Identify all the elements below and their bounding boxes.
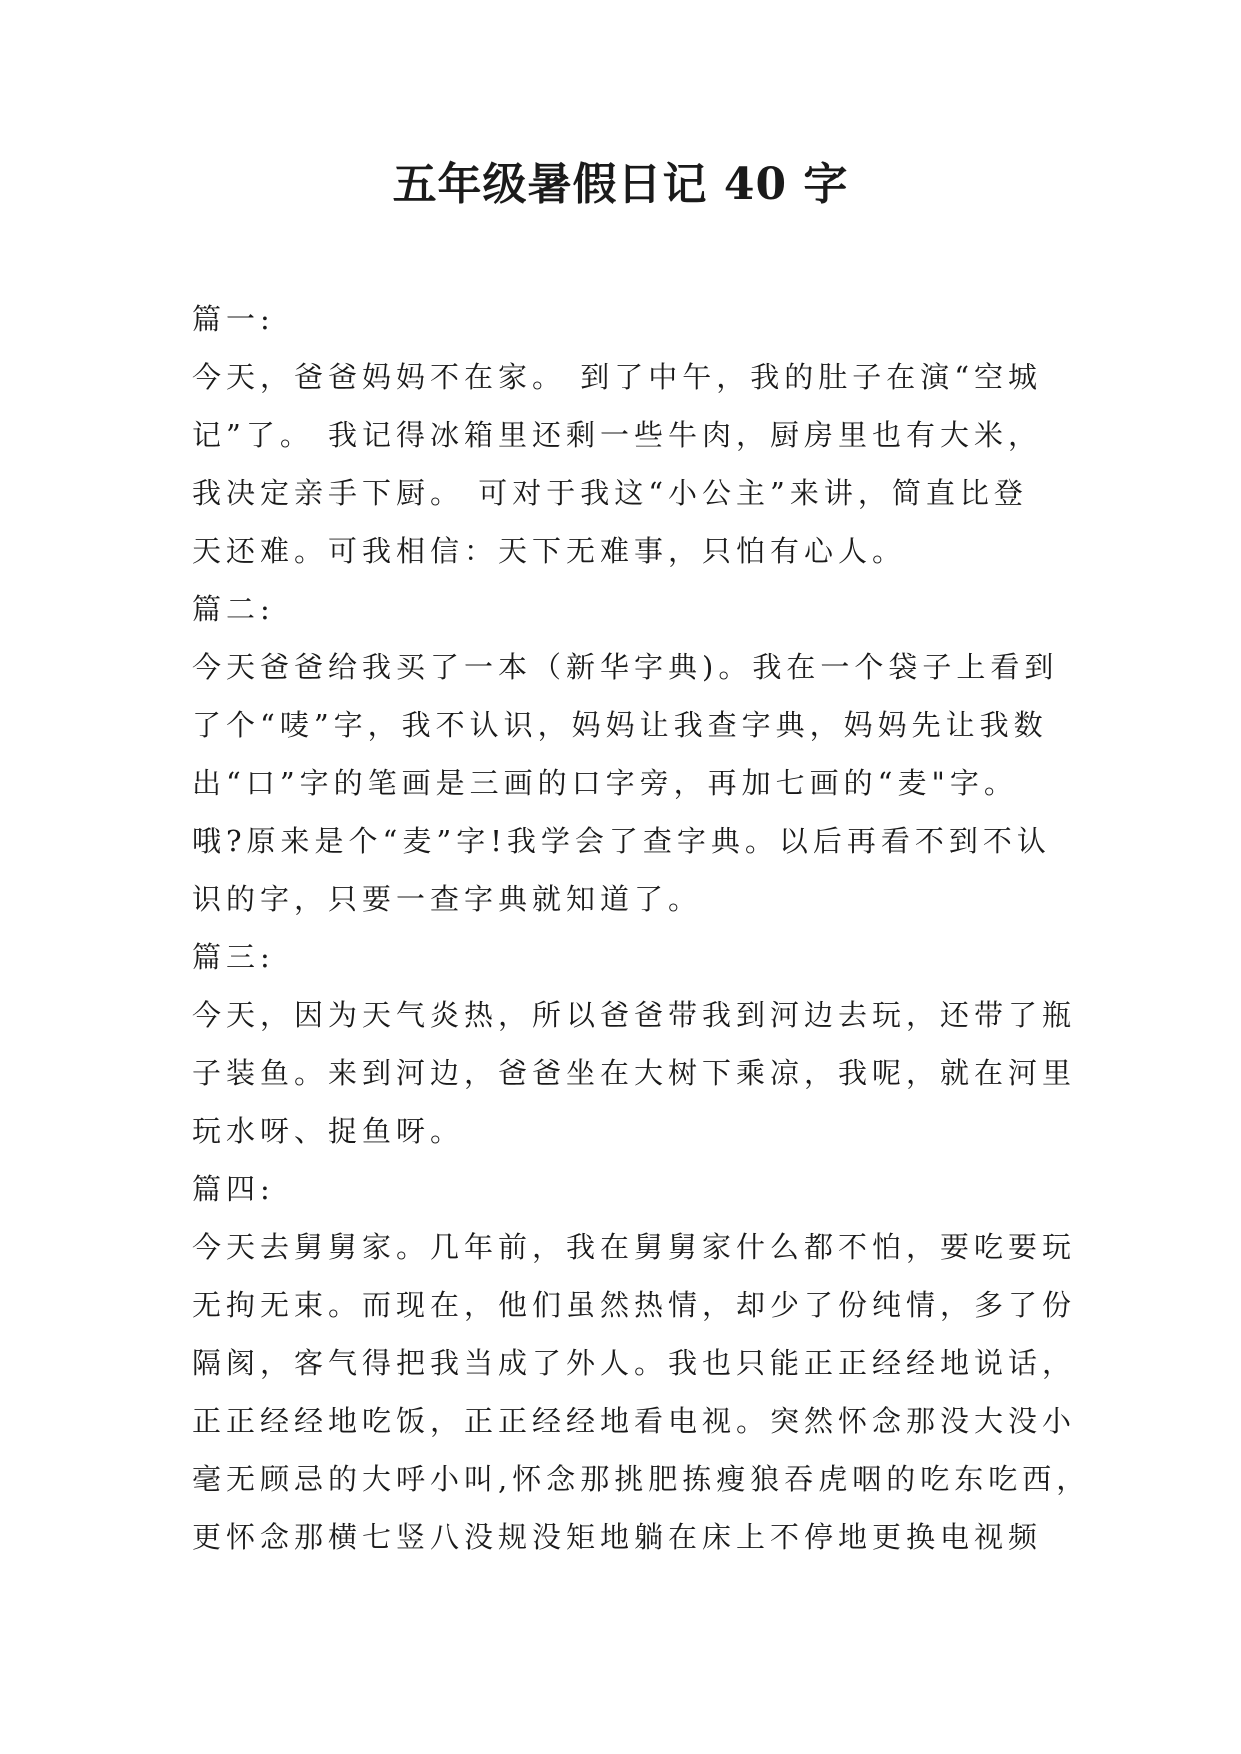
text-line: 隔阂，客气得把我当成了外人。我也只能正正经经地说话，	[192, 1346, 1077, 1380]
text-line: 了个“唛”字，我不认识，妈妈让我查字典，妈妈先让我数	[192, 708, 1048, 742]
document-body	[192, 290, 1091, 1566]
text-line: 记”了。 我记得冰箱里还剩一些牛肉，厨房里也有大米，	[192, 418, 1043, 452]
section-heading-3: 篇三:	[192, 940, 275, 974]
text-line: 出“口”字的笔画是三画的口字旁，再加七画的“麦"字。	[192, 766, 1018, 800]
text-line: 识的字，只要一查字典就知道了。	[192, 882, 703, 916]
text-line: 哦?原来是个“麦”字!我学会了查字典。以后再看不到不认	[192, 824, 1051, 858]
text-line: 今天，爸爸妈妈不在家。 到了中午，我的肚子在演“空城	[192, 360, 1043, 394]
text-line: 子装鱼。来到河边，爸爸坐在大树下乘凉，我呢，就在河里	[192, 1056, 1077, 1090]
document-title: 五年级暑假日记 40 字	[392, 159, 849, 210]
text-line: 正正经经地吃饭，正正经经地看电视。突然怀念那没大没小	[192, 1404, 1077, 1438]
section-heading-4: 篇四:	[192, 1172, 275, 1206]
text-line: 天还难。可我相信：天下无难事，只怕有心人。	[192, 534, 907, 568]
text-line: 无拘无束。而现在，他们虽然热情，却少了份纯情，多了份	[192, 1288, 1077, 1322]
text-line: 今天爸爸给我买了一本（新华字典)。我在一个袋子上看到	[192, 650, 1059, 684]
text-line: 更怀念那横七竖八没规没矩地躺在床上不停地更换电视频	[192, 1520, 1043, 1554]
section-heading-2: 篇二:	[192, 592, 275, 626]
text-line: 玩水呀、捉鱼呀。	[192, 1114, 465, 1148]
text-line: 今天去舅舅家。几年前，我在舅舅家什么都不怕，要吃要玩	[192, 1230, 1077, 1264]
text-line: 毫无顾忌的大呼小叫,怀念那挑肥拣瘦狼吞虎咽的吃东吃西，	[192, 1462, 1091, 1496]
text-line: 我决定亲手下厨。 可对于我这“小公主”来讲，简直比登	[192, 476, 1028, 510]
text-line: 今天，因为天气炎热，所以爸爸带我到河边去玩，还带了瓶	[192, 998, 1077, 1032]
section-heading-1: 篇一:	[192, 302, 275, 336]
